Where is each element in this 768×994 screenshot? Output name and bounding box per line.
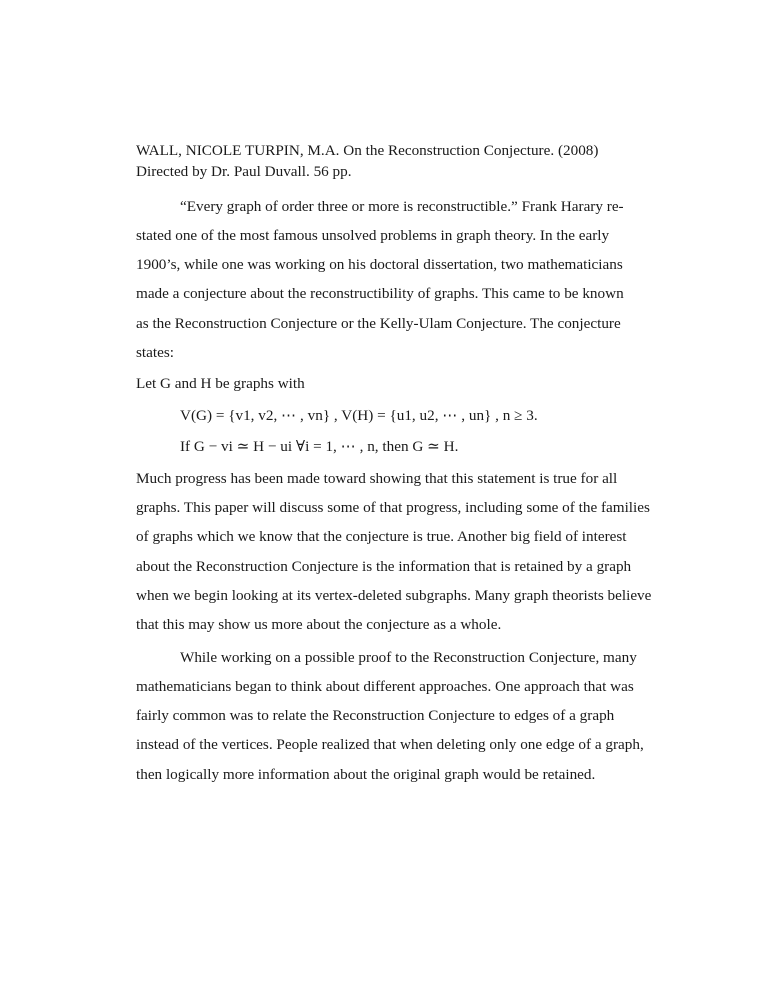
para3-line-3: fairly common was to relate the Reconstruction Conjecture to edges of a graph bbox=[136, 707, 615, 724]
abstract-header-line-2: Directed by Dr. Paul Duvall. 56 pp. bbox=[136, 163, 352, 180]
para1-line-3: 1900’s, while one was working on his doctoral dissertation, two mathematicians bbox=[136, 256, 623, 273]
abstract-header-line-1: WALL, NICOLE TURPIN, M.A. On the Reconstruction Conjecture. (2008) bbox=[136, 142, 599, 159]
statement-intro bbox=[136, 374, 667, 394]
para1-line-1: “Every graph of order three or more is reconstructible.” Frank Harary re- bbox=[180, 198, 624, 215]
para2-line-3: of graphs which we know that the conjecture is true. Another big field of interest bbox=[136, 528, 627, 545]
para1-line-2: stated one of the most famous unsolved problems in graph theory. In the early bbox=[136, 227, 610, 244]
statement-math-line-2: If G − vi ≃ H − ui ∀i = 1, ⋯ , n, then G ≃ H. bbox=[180, 438, 459, 455]
statement-math-line-1: V(G) = {v1, v2, ⋯ , vn} , V(H) = {u1, u2, ⋯ , un} , n ≥ 3. bbox=[180, 407, 538, 424]
para3-line-4: instead of the vertices. People realized that when deleting only one edge of a graph, bbox=[136, 736, 644, 753]
para2-line-4: about the Reconstruction Conjecture is the information that is retained by a graph bbox=[136, 558, 632, 575]
para2-line-5: when we begin looking at its vertex-deleted subgraphs. Many graph theorists believe bbox=[136, 587, 652, 604]
para3-line-5: then logically more information about the original graph would be retained. bbox=[136, 766, 596, 783]
para3-line-1: While working on a possible proof to the Reconstruction Conjecture, many bbox=[180, 649, 637, 666]
para2-line-2: graphs. This paper will discuss some of that progress, including some of the families bbox=[136, 499, 650, 516]
para2-line-6: that this may show us more about the conjecture as a whole. bbox=[136, 616, 502, 633]
para1-line-5: as the Reconstruction Conjecture or the Kelly-Ulam Conjecture. The conjecture bbox=[136, 315, 621, 332]
para3-line-2: mathematicians began to think about different approaches. One approach that was bbox=[136, 678, 634, 695]
statement-intro-text: Let G and H be graphs with bbox=[136, 375, 305, 392]
para2-line-1: Much progress has been made toward showing that this statement is true for all bbox=[136, 470, 618, 487]
para1-line-6: states: bbox=[136, 344, 174, 361]
para1-line-4: made a conjecture about the reconstructibility of graphs. This came to be known bbox=[136, 285, 624, 302]
